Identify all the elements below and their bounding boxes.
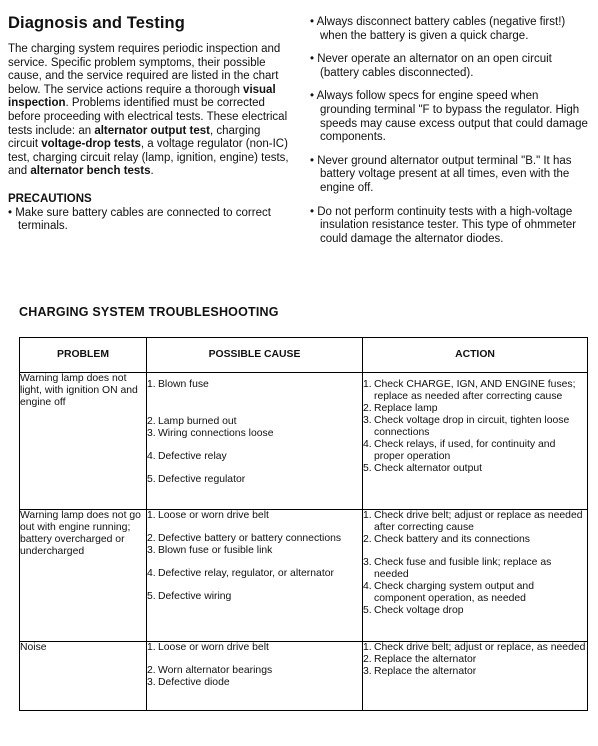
intro-bold-2: alternator output test	[94, 124, 210, 137]
item-number: 5.	[363, 463, 372, 474]
intro-text-2: . Problems identified must be corrected before proceeding with electrical tests. These electrical tests include: an	[8, 97, 288, 137]
item-text: Check voltage drop in circuit, tighten loose connections	[374, 415, 570, 438]
item-text: Check voltage drop	[374, 605, 464, 616]
cause-item	[147, 665, 362, 677]
action-cell	[363, 510, 588, 642]
item-number: 2.	[147, 416, 156, 427]
action-cell	[363, 373, 588, 510]
item-number: 3.	[147, 428, 156, 439]
cause-item	[147, 545, 362, 557]
problem-text: Warning lamp does not go out with engine running; battery overcharged or undercharged	[20, 510, 141, 557]
item-number: 5.	[363, 605, 372, 616]
item-text: Blown fuse	[158, 379, 209, 390]
item-text: Check drive belt; adjust or replace as needed after correcting cause	[374, 510, 583, 533]
item-number: 4.	[147, 568, 156, 579]
cause-item	[147, 568, 362, 580]
intro-bold-4: alternator bench tests	[30, 165, 151, 178]
precaution-item: • Always follow specs for engine speed when grounding terminal "F to bypass the regulator. High speeds may cause excess output that could damage components.	[310, 90, 588, 144]
item-text: Defective regulator	[158, 474, 246, 485]
table-row	[20, 373, 588, 510]
item-text: Replace the alternator	[374, 654, 477, 665]
precautions-title: PRECAUTIONS	[8, 192, 92, 205]
precaution-item: • Do not perform continuity tests with a high-voltage insulation resistance tester. This type of ohmmeter could damage the alternator diodes.	[310, 205, 577, 245]
item-number: 5.	[147, 591, 156, 602]
page-heading: Diagnosis and Testing	[8, 14, 185, 32]
intro-text-1: The charging system requires periodic inspection and service. Specific problem symptoms, their possible cause, and the service required are listed in the chart below. The service actions require a thorough	[8, 43, 281, 96]
action-item	[363, 557, 587, 581]
header-problem: PROBLEM	[20, 338, 147, 373]
problem-cell	[20, 642, 147, 711]
right-column	[310, 16, 592, 256]
cause-item	[147, 591, 362, 603]
precaution-item: • Make sure battery cables are connected to correct terminals.	[8, 206, 271, 233]
item-text: Defective diode	[158, 677, 230, 688]
item-number: 4.	[147, 451, 156, 462]
item-text: Replace the alternator	[374, 666, 477, 677]
precaution-item: • Never ground alternator output terminal "B." It has battery voltage present at all times, even with the engine off.	[310, 154, 572, 194]
item-number: 1.	[147, 379, 156, 390]
item-number: 3.	[363, 415, 372, 426]
intro-bold-1: visual inspection	[8, 83, 276, 110]
action-item	[363, 463, 587, 475]
table-header-row	[20, 338, 588, 373]
intro-text-5: .	[150, 165, 154, 178]
item-number: 4.	[363, 581, 372, 592]
item-number: 1.	[147, 510, 156, 521]
table-row	[20, 642, 588, 711]
action-item	[363, 403, 587, 415]
precaution-item: • Never operate an alternator on an open circuit (battery cables disconnected).	[310, 53, 552, 79]
item-text: Check charging system output and component operation, as needed	[374, 581, 534, 604]
item-number: 2.	[147, 533, 156, 544]
item-number: 5.	[147, 474, 156, 485]
cause-item	[147, 416, 362, 428]
item-text: Check CHARGE, IGN, AND ENGINE fuses; replace as needed after correcting cause	[374, 379, 576, 402]
header-action: ACTION	[363, 338, 588, 373]
action-item	[363, 534, 587, 546]
item-number: 3.	[147, 677, 156, 688]
action-item	[363, 510, 587, 534]
item-number: 2.	[363, 534, 372, 545]
troubleshooting-table	[19, 337, 588, 711]
cause-item	[147, 533, 362, 545]
cause-item	[147, 379, 362, 391]
precaution-item: • Always disconnect battery cables (negative first!) when the battery is given a quick charge.	[310, 16, 566, 42]
cause-cell	[147, 510, 363, 642]
action-item	[363, 666, 587, 678]
item-number: 3.	[147, 545, 156, 556]
action-item	[363, 605, 587, 617]
problem-cell	[20, 373, 147, 510]
item-number: 4.	[363, 439, 372, 450]
item-number: 3.	[363, 666, 372, 677]
item-number: 2.	[363, 403, 372, 414]
action-item	[363, 654, 587, 666]
problem-cell	[20, 510, 147, 642]
cause-item	[147, 474, 362, 486]
item-text: Blown fuse or fusible link	[158, 545, 273, 556]
cause-cell	[147, 642, 363, 711]
item-number: 2.	[363, 654, 372, 665]
intro-bold-3: voltage-drop tests	[41, 138, 141, 151]
cause-item	[147, 642, 362, 654]
left-column	[8, 14, 293, 234]
item-text: Defective wiring	[158, 591, 232, 602]
item-text: Loose or worn drive belt	[158, 642, 269, 653]
action-item	[363, 415, 587, 439]
action-item	[363, 642, 587, 654]
item-text: Loose or worn drive belt	[158, 510, 269, 521]
item-text: Check alternator output	[374, 463, 483, 474]
item-text: Defective battery or battery connections	[158, 533, 342, 544]
table-row	[20, 510, 588, 642]
item-text: Check fuse and fusible link; replace as needed	[374, 557, 552, 580]
item-text: Check drive belt; adjust or replace, as needed	[374, 642, 586, 653]
intro-text-3: , charging circuit	[8, 124, 261, 151]
action-item	[363, 439, 587, 463]
item-text: Defective relay	[158, 451, 227, 462]
cause-cell	[147, 373, 363, 510]
header-possible-cause: POSSIBLE CAUSE	[147, 338, 363, 373]
item-text: Wiring connections loose	[158, 428, 274, 439]
item-number: 2.	[147, 665, 156, 676]
cause-item	[147, 428, 362, 440]
intro-paragraph	[8, 43, 293, 179]
cause-item	[147, 510, 362, 522]
item-text: Worn alternator bearings	[158, 665, 273, 676]
intro-text-4: , a voltage regulator (non-IC) test, charging circuit relay (lamp, ignition, engine) tests, and	[8, 138, 289, 178]
item-text: Replace lamp	[374, 403, 438, 414]
item-number: 3.	[363, 557, 372, 568]
cause-item	[147, 677, 362, 689]
problem-text: Warning lamp does not light, with ignition ON and engine off	[20, 373, 138, 408]
action-item	[363, 379, 587, 403]
item-number: 1.	[363, 379, 372, 390]
item-text: Check relays, if used, for continuity and proper operation	[374, 439, 556, 462]
action-item	[363, 581, 587, 605]
action-cell	[363, 642, 588, 711]
item-text: Lamp burned out	[158, 416, 237, 427]
item-number: 1.	[363, 642, 372, 653]
table-title: CHARGING SYSTEM TROUBLESHOOTING	[19, 305, 279, 319]
item-number: 1.	[147, 642, 156, 653]
item-text: Defective relay, regulator, or alternator	[158, 568, 334, 579]
cause-item	[147, 451, 362, 463]
problem-text: Noise	[20, 642, 47, 653]
item-number: 1.	[363, 510, 372, 521]
item-text: Check battery and its connections	[374, 534, 530, 545]
